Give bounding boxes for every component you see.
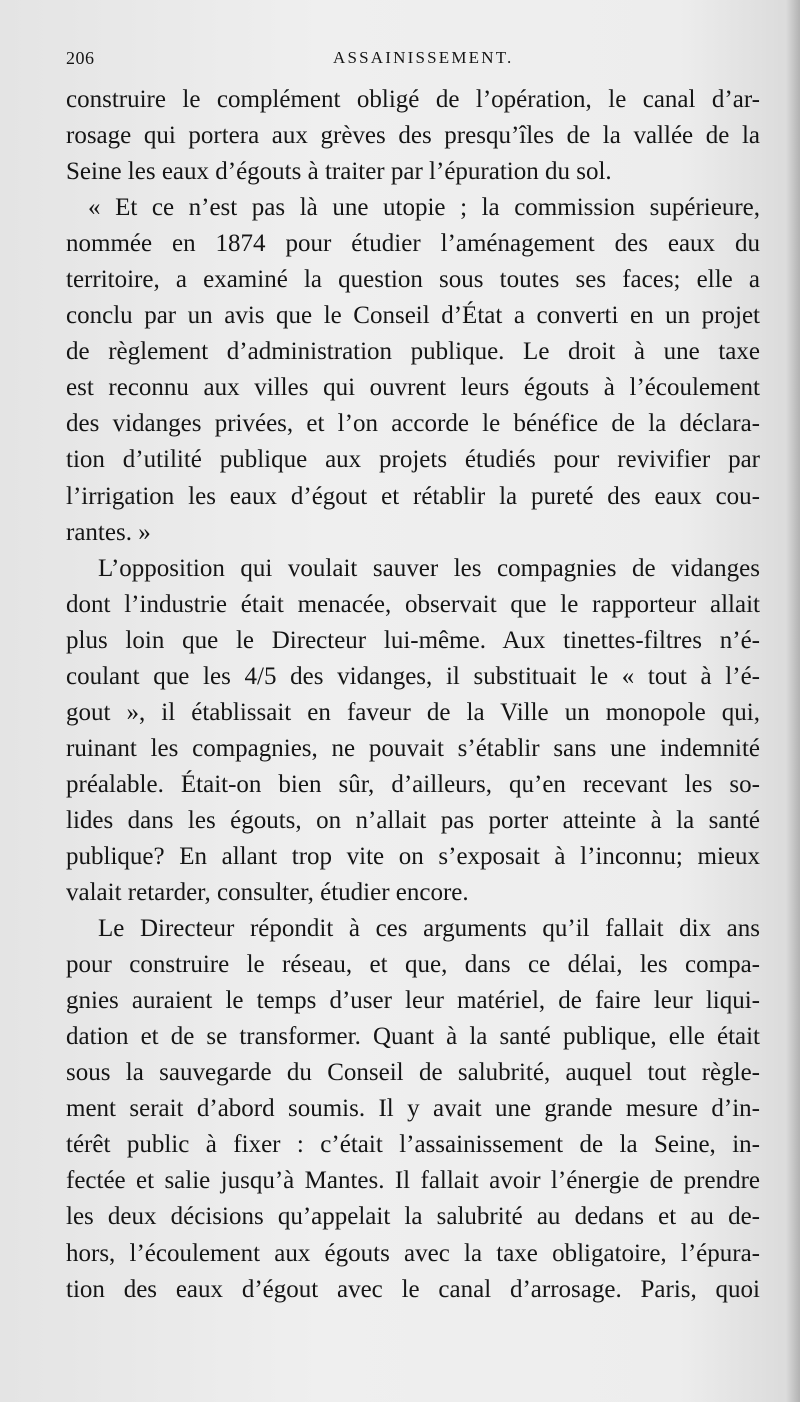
text-line: nommée en 1874 pour étudier l’aménagement des eaux du (66, 230, 760, 258)
body-text (66, 82, 760, 1308)
text-line: lides dans les égouts, on n’allait pas porter atteinte à la santé (66, 806, 760, 834)
text-line: gout », il établissait en faveur de la Ville un monopole qui, (66, 698, 760, 726)
text-line: valait retarder, consulter, étudier encore. (66, 879, 469, 907)
text-line: conclu par un avis que le Conseil d’État a converti en un projet (66, 302, 760, 330)
text-line: publique? En allant trop vite on s’exposait à l’inconnu; mieux (66, 842, 760, 870)
page-edge-shadow (786, 0, 800, 1402)
text-line: construire le complément obligé de l’opération, le canal d’ar- (66, 86, 760, 113)
page-header (66, 44, 760, 74)
text-line: Seine les eaux d’égouts à traiter par l’épuration du sol. (66, 158, 612, 186)
text-line: sous la sauvegarde du Conseil de salubrité, auquel tout règle- (66, 1059, 760, 1087)
text-line: gnies auraient le temps d’user leur matériel, de faire leur liqui- (66, 987, 760, 1015)
text-line: rantes. » (66, 518, 151, 546)
text-line: L’opposition qui voulait sauver les compagnies de vidanges (98, 554, 760, 582)
text-line: ruinant les compagnies, ne pouvait s’établir sans une indemnité (66, 734, 760, 762)
text-line: dation et de se transformer. Quant à la santé publique, elle était (66, 1023, 760, 1051)
text-line: préalable. Était-on bien sûr, d’ailleurs, qu’en recevant les so- (66, 770, 760, 798)
running-head: ASSAINISSEMENT. (333, 48, 514, 67)
text-line: est reconnu aux villes qui ouvrent leurs égouts à l’écoulement (66, 374, 760, 402)
text-line: ment serait d’abord soumis. Il y avait une grande mesure d’in- (66, 1095, 760, 1123)
text-line: de règlement d’administration publique. Le droit à une taxe (66, 338, 760, 366)
text-line: « Et ce n’est pas là une utopie ; la commission supérieure, (88, 194, 760, 222)
text-line: térêt public à fixer : c’était l’assainissement de la Seine, in- (66, 1131, 760, 1159)
text-line: des vidanges privées, et l’on accorde le bénéfice de la déclara- (66, 410, 760, 438)
text-line: pour construire le réseau, et que, dans ce délai, les compa- (66, 951, 760, 979)
text-line: coulant que les 4/5 des vidanges, il substituait le « tout à l’é- (66, 662, 760, 690)
text-line: plus loin que le Directeur lui-même. Aux tinettes-filtres n’é- (66, 626, 760, 654)
text-line: les deux décisions qu’appelait la salubrité au dedans et au de- (66, 1203, 760, 1231)
text-line: Le Directeur répondit à ces arguments qu’il fallait dix ans (98, 915, 760, 943)
text-line: tion d’utilité publique aux projets étudiés pour revivifier par (66, 446, 760, 474)
text-line: fectée et salie jusqu’à Mantes. Il fallait avoir l’énergie de prendre (66, 1167, 760, 1195)
text-line: rosage qui portera aux grèves des presqu’îles de la vallée de la (66, 122, 760, 150)
text-line: l’irrigation les eaux d’égout et rétablir la pureté des eaux cou- (66, 482, 760, 510)
text-line: dont l’industrie était menacée, observait que le rapporteur allait (66, 590, 760, 618)
text-line: tion des eaux d’égout avec le canal d’arrosage. Paris, quoi (66, 1275, 760, 1303)
page-number: 206 (66, 48, 95, 68)
text-line: territoire, a examiné la question sous toutes ses faces; elle a (66, 266, 760, 294)
text-line: hors, l’écoulement aux égouts avec la taxe obligatoire, l’épura- (66, 1239, 760, 1267)
